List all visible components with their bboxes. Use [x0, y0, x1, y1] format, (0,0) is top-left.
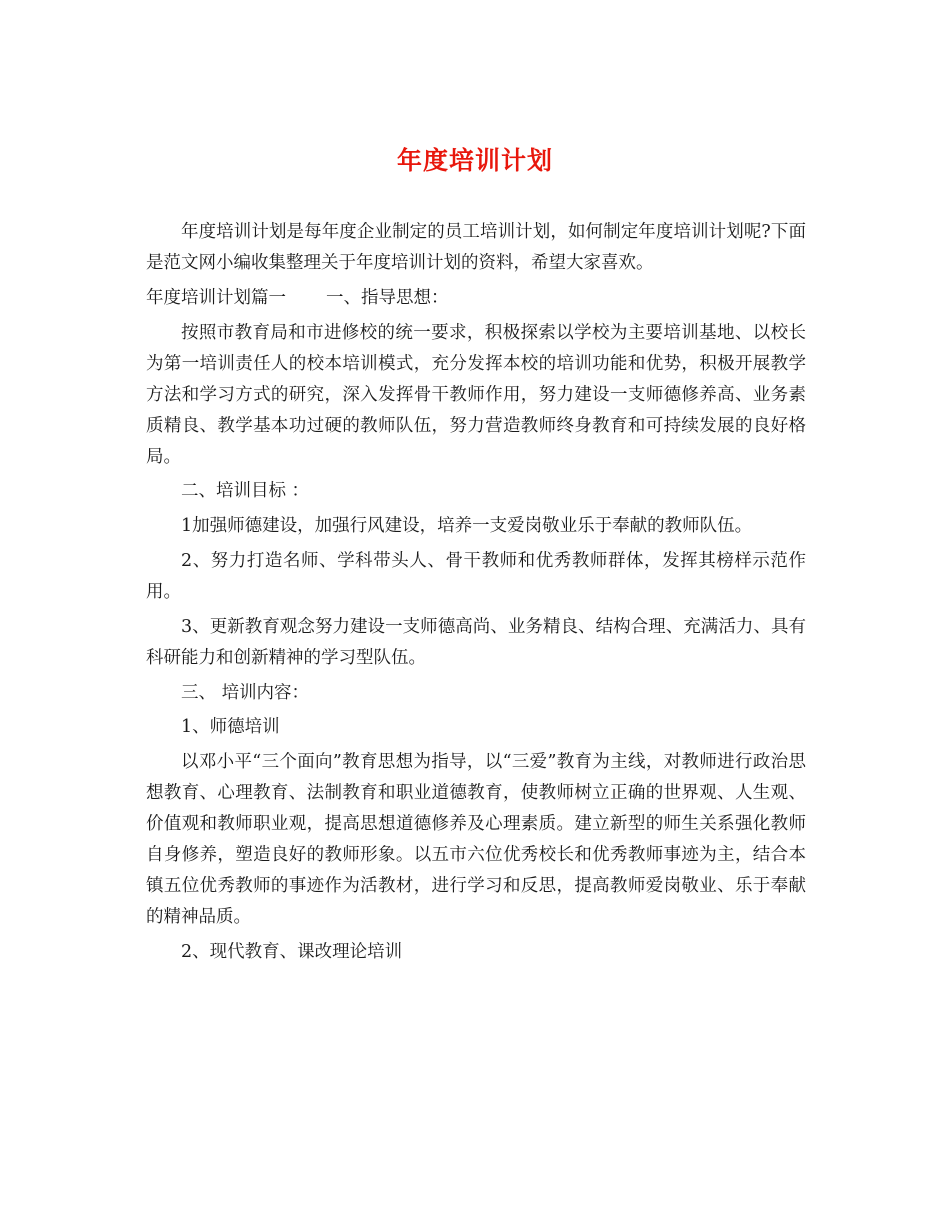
document-body: [146, 217, 806, 968]
training-content-heading: 三、 培训内容：: [181, 682, 310, 703]
guiding-thought-paragraph: 按照市教育局和市进修校的统一要求，积极探索以学校为主要培训基地、以校长为第一培训责任人的校本培训模式，充分发挥本校的培训功能和优势，积极开展教学方法和学习方式的研究，深入发挥骨干教师作用，努力建设一支师德修养高、业务素质精良、教学基本功过硬的教师队伍，努力营造教师终身教育和可持续发展的良好格局。: [146, 322, 806, 467]
goal-item-3: 3、更新教育观念努力建设一支师德高尚、业务精良、结构合理、充满活力、具有科研能力和创新精神的学习型队伍。: [146, 616, 806, 668]
intro-paragraph: 年度培训计划是每年度企业制定的员工培训计划，如何制定年度培训计划呢?下面是范文网小编收集整理关于年度培训计划的资料，希望大家喜欢。: [146, 222, 806, 273]
content-item-1-paragraph: 以邓小平“三个面向”教育思想为指导，以“三爱”教育为主线，对教师进行政治思想教育、心理教育、法制教育和职业道德教育，使教师树立正确的世界观、人生观、价值观和教师职业观，提高思想道德修养及心理素质。建立新型的师生关系强化教师自身修养，塑造良好的教师形象。以五市六位优秀校长和优秀教师事迹为主，结合本镇五位优秀教师的事迹作为活教材，进行学习和反思，提高教师爱岗敬业、乐于奉献的精神品质。: [146, 752, 806, 928]
content-item-1-heading: 1、师德培训: [181, 717, 280, 738]
content-item-2-heading: 2、现代教育、课改理论培训: [181, 941, 403, 962]
training-goals-heading: 二、培训目标 ：: [181, 481, 310, 502]
goal-item-1: 1加强师德建设，加强行风建设，培养一支爱岗敬业乐于奉献的教师队伍。: [181, 516, 753, 537]
section-heading-label: 年度培训计划篇一: [146, 287, 286, 308]
document-title: 年度培训计划: [396, 146, 553, 175]
section-heading-line: [146, 283, 806, 314]
goal-item-2: 2、努力打造名师、学科带头人、骨干教师和优秀教师群体，发挥其榜样示范作用。: [146, 550, 806, 602]
guiding-thought-heading: 一、指导思想：: [326, 287, 449, 308]
